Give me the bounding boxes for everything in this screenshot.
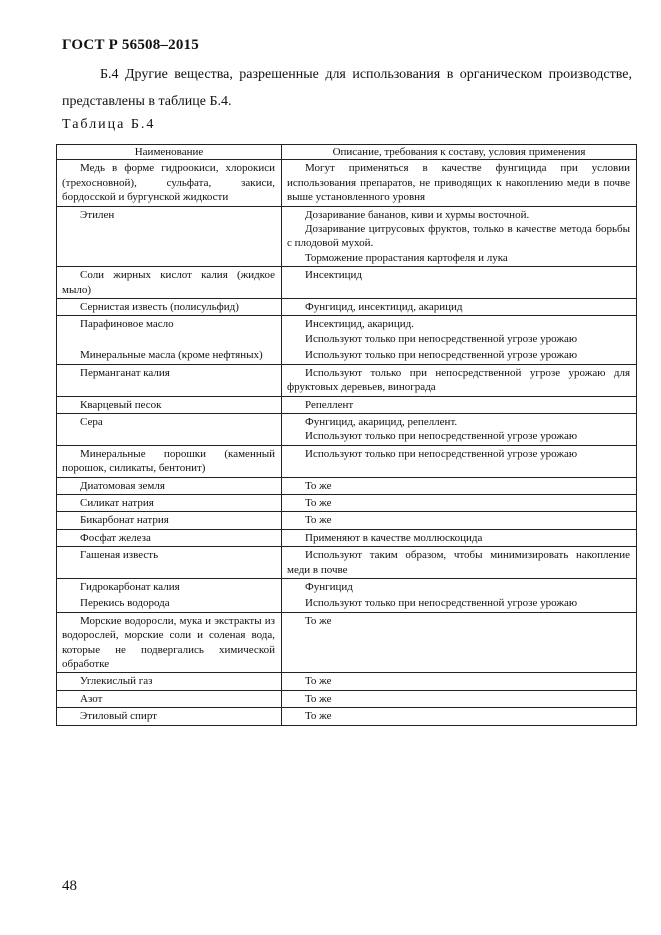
table-row [57,267,637,299]
column-header-description: Описание, требования к составу, условия применения [282,145,637,160]
substance-name: Этилен [80,208,115,221]
substance-description-cell [282,206,637,267]
substance-description-cell [282,578,637,595]
table-row [57,690,637,707]
substance-description-cell [282,673,637,690]
substance-description-cell [282,690,637,707]
description-line: Используют только при непосредственной угрозе урожаю [305,447,578,460]
substance-name-cell [57,160,282,206]
standard-code-header: ГОСТ Р 56508–2015 [62,37,199,53]
page-number: 48 [62,878,77,894]
substance-description-cell [282,477,637,494]
substance-name-cell [57,206,282,267]
table-row [57,494,637,511]
substance-name-cell [57,347,282,364]
intro-paragraph: Б.4 Другие вещества, разрешенные для использования в органическом производстве, представлены в таблице Б.4. [62,67,632,109]
substance-description-cell [282,316,637,347]
substance-description-cell [282,160,637,206]
substance-name-cell [57,708,282,725]
substance-name: Гидрокарбонат калия [80,580,180,593]
substance-name: Перманганат калия [80,366,170,379]
table-row [57,578,637,595]
description-line: То же [305,496,332,509]
substance-name: Сера [80,415,103,428]
table-title: Таблица Б.4 [62,117,156,132]
substance-name: Сернистая известь (полисульфид) [80,301,239,314]
column-header-name: Наименование [57,145,282,160]
description-line: Используют только при непосредственной угрозе урожаю [305,430,578,443]
table-row [57,477,637,494]
substance-name-cell [57,690,282,707]
substance-description-cell [282,445,637,477]
substance-name: Минеральные масла (кроме нефтяных) [80,349,263,362]
substance-name-cell [57,396,282,413]
table-row [57,160,637,206]
description-line: То же [305,514,332,527]
substance-name-cell [57,612,282,673]
description-line: То же [305,675,332,688]
substance-name: Диатомовая земля [80,479,165,492]
table-row [57,595,637,612]
substance-name: Минеральные порошки (каменный порошок, силикаты, бентонит) [62,447,275,475]
substances-table [56,144,637,726]
table-row [57,413,637,445]
substance-description-cell [282,708,637,725]
description-line: Используют только при непосредственной угрозе урожаю для фруктовых деревьев, винограда [287,366,630,394]
substance-description-cell [282,299,637,316]
table-row [57,529,637,546]
substance-name: Медь в форме гидроокиси, хлорокиси (трехосновной), сульфата, закиси, бордосской и бургунской жидкости [62,162,275,204]
substance-description-cell [282,547,637,579]
substance-name-cell [57,267,282,299]
table-row [57,396,637,413]
table-row [57,364,637,396]
description-line: Применяют в качестве моллюскоцида [305,531,483,544]
description-line: Используют только при непосредственной угрозе урожаю [305,349,578,362]
substance-name: Этиловый спирт [80,710,157,723]
substance-name-cell [57,477,282,494]
table-row [57,316,637,347]
description-line: Репеллент [305,398,354,411]
description-line: Дозаривание бананов, киви и хурмы восточной. [305,208,530,221]
table-row [57,612,637,673]
substance-name-cell [57,673,282,690]
description-line: То же [305,614,332,627]
substance-name: Парафиновое масло [80,318,174,331]
substance-description-cell [282,512,637,529]
substance-name-cell [57,512,282,529]
substance-name: Силикат натрия [80,496,154,509]
substance-name-cell [57,445,282,477]
description-line: Используют только при непосредственной угрозе урожаю [305,332,578,345]
substance-description-cell [282,529,637,546]
substance-name-cell [57,547,282,579]
substance-description-cell [282,364,637,396]
substance-name: Морские водоросли, мука и экстракты из водорослей, морские соли и соленая вода, которые не подвергались химической обработке [62,614,275,670]
substance-description-cell [282,396,637,413]
description-line: Используют таким образом, чтобы минимизировать накопление меди в почве [287,549,630,576]
substance-name: Азот [80,692,103,705]
substance-description-cell [282,612,637,673]
table-row [57,206,637,267]
description-line: Используют только при непосредственной угрозе урожаю [305,597,578,610]
table-row [57,347,637,364]
description-line: Фунгицид, инсектицид, акарицид [305,301,463,314]
table-body [57,160,637,725]
description-line: То же [305,710,332,723]
substance-name-cell [57,364,282,396]
table-row [57,512,637,529]
substance-name-cell [57,494,282,511]
substance-name-cell [57,595,282,612]
description-line: То же [305,692,332,705]
substance-description-cell [282,413,637,445]
substance-name: Перекись водорода [80,597,170,610]
substance-name: Фосфат железа [80,531,151,544]
description-line: Могут применяться в качестве фунгицида при условии использования препаратов, не приводящих к накоплению меди в почве выше установленного уровня [287,162,630,204]
description-line: Инсектицид, акарицид. [305,318,414,331]
description-line: Фунгицид [305,580,353,593]
substance-name-cell [57,529,282,546]
substance-name: Соли жирных кислот калия (жидкое мыло) [62,269,275,296]
description-line: Дозаривание цитрусовых фруктов, только в качестве метода борьбы с плодовой мухой. [287,223,630,250]
substance-description-cell [282,595,637,612]
substance-name: Углекислый газ [80,675,153,688]
substance-name-cell [57,413,282,445]
substance-name-cell [57,299,282,316]
substance-name-cell [57,578,282,595]
table-row [57,547,637,579]
table-row [57,708,637,725]
substance-name: Гашеная известь [80,549,159,562]
description-line: То же [305,479,332,492]
substance-description-cell [282,494,637,511]
substance-description-cell [282,347,637,364]
description-line: Фунгицид, акарицид, репеллент. [305,415,458,428]
table-row [57,445,637,477]
substance-description-cell [282,267,637,299]
substance-name: Бикарбонат натрия [80,514,169,527]
description-line: Торможение прорастания картофеля и лука [305,251,508,264]
substance-name: Кварцевый песок [80,398,162,411]
table-row [57,299,637,316]
description-line: Инсектицид [305,269,362,282]
table-row [57,673,637,690]
table-header-row [57,145,637,160]
substance-name-cell [57,316,282,347]
